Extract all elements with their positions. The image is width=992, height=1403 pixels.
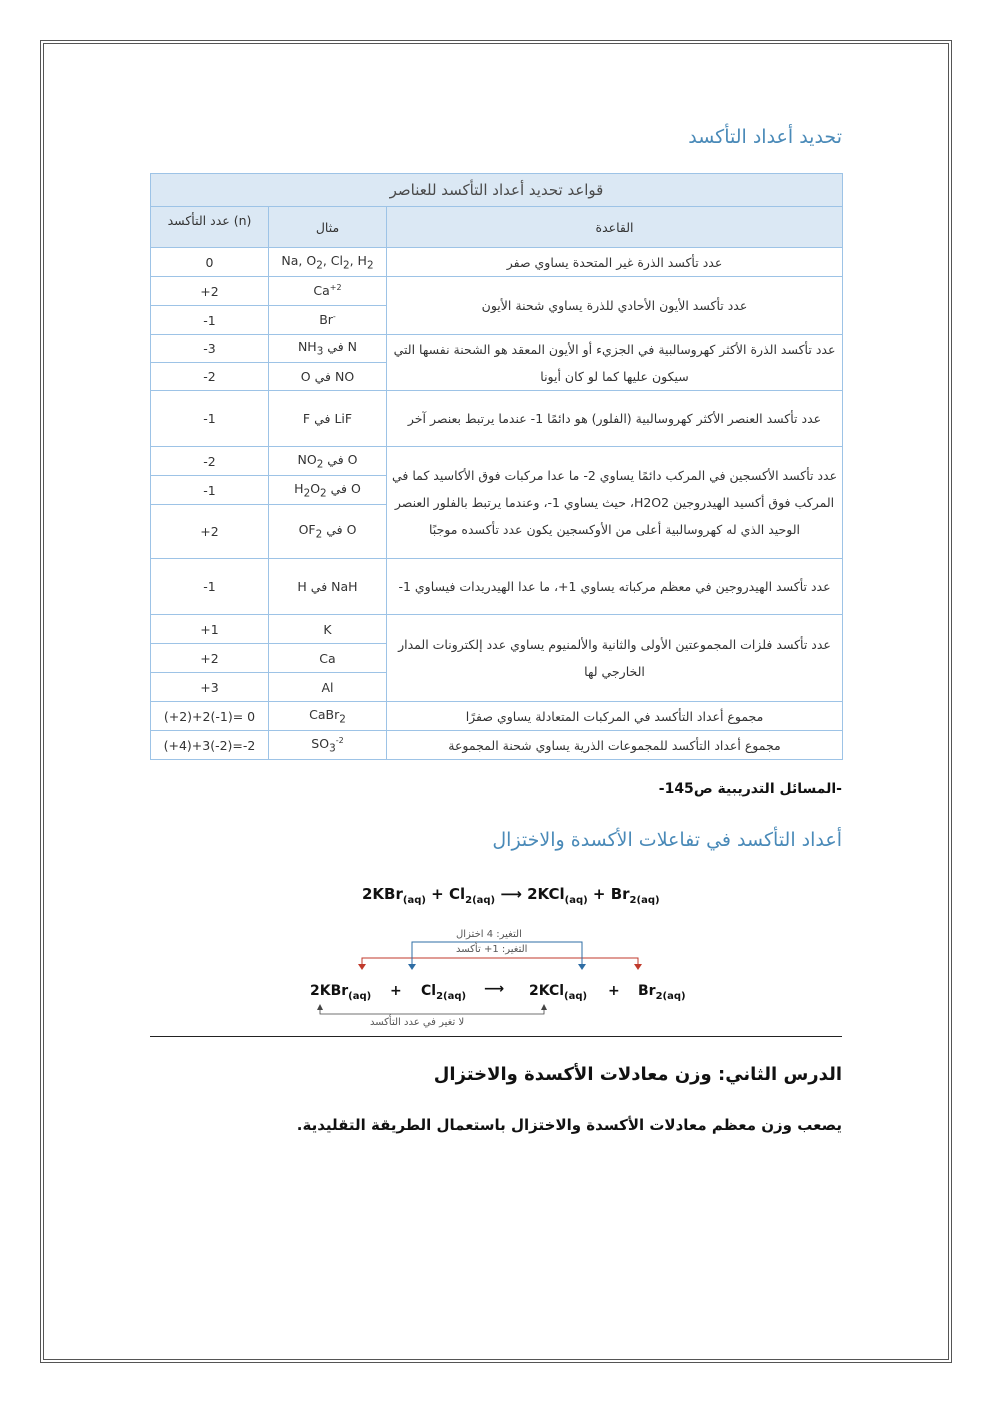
table-row xyxy=(151,335,843,363)
oxidation-arrowhead xyxy=(358,964,366,970)
cell-rule: عدد تأكسد الذرة غير المتحدة يساوي صفر xyxy=(387,248,843,277)
cell-example: K xyxy=(269,615,387,644)
cell-n: (+4)+3(-2)=-2 xyxy=(151,731,269,760)
eq-term-cl2: Cl xyxy=(448,885,466,903)
label-no-change: لا تغير في عدد التأكسد xyxy=(370,1017,465,1028)
table-row xyxy=(151,248,843,277)
lesson2-body: يصعب وزن معظم معادلات الأكسدة والاختزال باستعمال الطريقة التقليدية. xyxy=(296,1116,842,1134)
cell-example: F في LiF xyxy=(269,391,387,447)
cell-example: $SO_3^{-2}$ xyxy=(269,731,387,760)
cell-rule: مجموع أعداد التأكسد للمجموعات الذرية يساوي شحنة المجموعة xyxy=(387,731,843,760)
eq-term-br2: Br xyxy=(610,885,630,903)
cell-rule: عدد تأكسد الأكسجين في المركب دائمًا يساوي 2- ما عدا مركبات فوق الأكاسيد كما في المركب فوق أكسيد الهيدروجين H2O2، حيث يساوي 1-، وعندما يرتبط بالفلور العنصر الوحيد الذي له كهروسالبية أعلى من الأوكسجين يكون عدد تأكسده موجبًا xyxy=(387,447,843,559)
table-row xyxy=(151,731,843,760)
cell-n: -2 xyxy=(151,363,269,391)
cell-example: H في NaH xyxy=(269,559,387,615)
diagram-term-br2: $Br_{2(aq)}$ xyxy=(638,983,686,1002)
cell-n: -1 xyxy=(151,559,269,615)
reduction-arrowhead xyxy=(578,964,586,970)
eq-plus: + xyxy=(425,885,449,903)
header-oxidation-number: عدد التأكسد (n) xyxy=(151,207,269,248)
diagram-term-kbr: 2KBr$_{(aq)}$ xyxy=(310,983,372,1002)
cell-rule: عدد تأكسد الذرة الأكثر كهروسالبية في الجزيء أو الأيون المعقد هو الشحنة نفسها التي سيكون عليها كما لو كان أيونا xyxy=(387,335,843,391)
label-oxidation: التغير: 1+ تأكسد xyxy=(456,944,528,955)
diagram-plus: + xyxy=(608,983,620,999)
table-row xyxy=(151,391,843,447)
table-row xyxy=(151,277,843,306)
cell-rule: عدد تأكسد فلزات المجموعتين الأولى والثانية والألمنيوم يساوي عدد إلكترونات المدار الخارجي لها xyxy=(387,615,843,702)
cell-n: +3 xyxy=(151,673,269,702)
cell-example: Br- xyxy=(269,306,387,335)
table-row xyxy=(151,447,843,476)
cell-rule: عدد تأكسد الهيدروجين في معظم مركباته يساوي 1+، ما عدا الهيدريدات فيساوي 1- xyxy=(387,559,843,615)
header-example: مثال xyxy=(269,207,387,248)
cell-example: O في NO xyxy=(269,363,387,391)
cell-example: CaBr$_2$ xyxy=(269,702,387,731)
chemical-equation xyxy=(362,884,660,906)
eq-state-2: 2(aq) xyxy=(465,895,496,907)
cell-n: -3 xyxy=(151,335,269,363)
eq-term-kbr: 2KBr xyxy=(362,885,403,903)
label-reduction: التغير: 4 اختزال xyxy=(456,929,522,940)
cell-n: +2 xyxy=(151,644,269,673)
reduction-arrowhead xyxy=(408,964,416,970)
eq-state-3: (aq) xyxy=(564,895,588,907)
cell-example: Al xyxy=(269,673,387,702)
cell-example: O في $H_2O_2$ xyxy=(269,476,387,505)
table-row xyxy=(151,702,843,731)
cell-rule: عدد تأكسد الأيون الأحادي للذرة يساوي شحنة الأيون xyxy=(387,277,843,335)
table-row xyxy=(151,559,843,615)
diagram-term-kcl: 2KCl$_{(aq)}$ xyxy=(529,983,588,1002)
cell-example: O في $OF_2$ xyxy=(269,505,387,559)
cell-rule: مجموع أعداد التأكسد في المركبات المتعادلة يساوي صفرًا xyxy=(387,702,843,731)
eq-arrow: ⟶ xyxy=(495,885,528,903)
cell-n: -1 xyxy=(151,391,269,447)
oxidation-arrowhead xyxy=(634,964,642,970)
oxidation-rules-table xyxy=(150,173,843,760)
cell-n: -1 xyxy=(151,306,269,335)
table-title: قواعد تحديد أعداد التأكسد للعناصر xyxy=(151,174,843,207)
diagram-plus: + xyxy=(390,983,402,999)
table-row xyxy=(151,615,843,644)
no-change-arrowhead xyxy=(317,1004,323,1010)
cell-example: Na, $O_2$, $Cl_2$, $H_2$ xyxy=(269,248,387,277)
lesson2-title: الدرس الثاني: وزن معادلات الأكسدة والاختزال xyxy=(433,1064,842,1085)
cell-example: Ca xyxy=(269,644,387,673)
cell-n: -2 xyxy=(151,447,269,476)
practice-problems-note: -المسائل التدريبية ص145- xyxy=(658,781,842,797)
section-title-oxidation-numbers: تحديد أعداد التأكسد xyxy=(688,126,842,148)
eq-state-4: 2(aq) xyxy=(629,895,660,907)
cell-example: $Ca^{+2}$ xyxy=(269,277,387,306)
divider xyxy=(150,1036,842,1037)
cell-n: +2 xyxy=(151,505,269,559)
eq-plus: + xyxy=(587,885,611,903)
no-change-arrowhead xyxy=(541,1004,547,1010)
cell-example: N في $NH_3$ xyxy=(269,335,387,363)
oxidation-bracket xyxy=(362,958,638,964)
eq-term-kcl: 2KCl xyxy=(527,885,565,903)
header-rule: القاعدة xyxy=(387,207,843,248)
diagram-term-cl2: $Cl_{2(aq)}$ xyxy=(421,983,467,1002)
no-change-bracket xyxy=(320,1008,544,1014)
section-title-redox: أعداد التأكسد في تفاعلات الأكسدة والاختزال xyxy=(492,829,842,851)
cell-n: 0 xyxy=(151,248,269,277)
cell-n: (+2)+2(-1)= 0 xyxy=(151,702,269,731)
eq-state-1: (aq) xyxy=(402,895,426,907)
cell-example: O في $NO_2$ xyxy=(269,447,387,476)
diagram-arrow: ⟶ xyxy=(484,981,505,997)
cell-n: -1 xyxy=(151,476,269,505)
cell-rule: عدد تأكسد العنصر الأكثر كهروسالبية (الفلور) هو دائمًا 1- عندما يرتبط بعنصر آخر xyxy=(387,391,843,447)
cell-n: +2 xyxy=(151,277,269,306)
cell-n: +1 xyxy=(151,615,269,644)
